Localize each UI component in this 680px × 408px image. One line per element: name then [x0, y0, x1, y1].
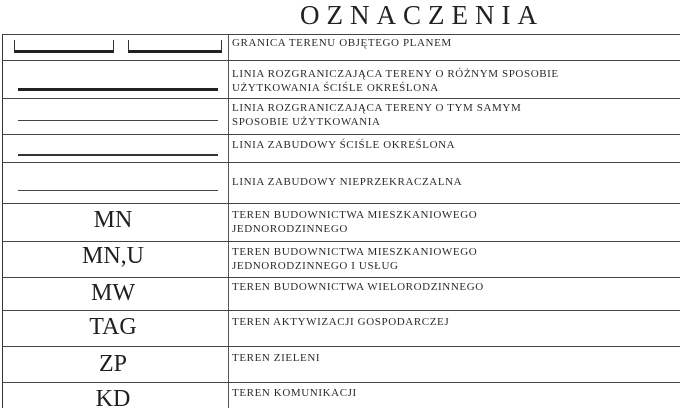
thick-line-symbol [2, 60, 228, 98]
boundary-segment [128, 40, 222, 53]
legend-row-boundary [0, 34, 680, 60]
zone-code: MW [91, 280, 135, 306]
max-building-line-symbol [2, 162, 228, 203]
thin-line-symbol [2, 98, 228, 134]
legend-row-zp [0, 346, 680, 382]
legend-description: LINIA ZABUDOWY ŚCIŚLE OKREŚLONA [232, 139, 456, 151]
legend-description: GRANICA TERENU OBJĘTEGO PLANEM [232, 37, 452, 49]
legend-description: TEREN BUDOWNICTWA WIELORODZINNEGO [232, 281, 484, 293]
boundary-segment [14, 40, 114, 53]
building-line-symbol [2, 134, 228, 162]
legend-description: TEREN KOMUNIKACJI [232, 387, 357, 399]
legend-row-building-line [0, 134, 680, 162]
legend-row-tag [0, 310, 680, 346]
legend-row-thick-line [0, 60, 680, 98]
legend-description: LINIA ROZGRANICZAJĄCA TERENY O RÓŻNYM SPOSOBIE UŻYTKOWANIA ŚCIŚLE OKREŚLONA [232, 68, 559, 94]
legend-description: TEREN ZIELENI [232, 352, 321, 364]
legend-row-max-building-line [0, 162, 680, 203]
building-line [18, 154, 218, 156]
max-building-line [18, 190, 218, 191]
zone-code: MN,U [81, 243, 144, 269]
zone-code: KD [95, 386, 131, 408]
thick-line [18, 88, 218, 91]
zone-code: ZP [98, 351, 127, 377]
zone-code: TAG [89, 314, 137, 340]
legend-row-mn-u [0, 241, 680, 277]
legend-description: LINIA ZABUDOWY NIEPRZEKRACZALNA [232, 176, 463, 188]
legend-row-thin-line [0, 98, 680, 134]
legend-description: TEREN BUDOWNICTWA MIESZKANIOWEGO JEDNORODZINNEGO [232, 209, 478, 235]
page-title: OZNACZENIA [300, 0, 544, 30]
legend-row-mw [0, 277, 680, 310]
zone-code: MN [93, 207, 133, 233]
legend-row-mn [0, 203, 680, 241]
boundary-symbol [2, 34, 228, 60]
legend-description: LINIA ROZGRANICZAJĄCA TERENY O TYM SAMYM SPOSOBIE UŻYTKOWANIA [232, 102, 522, 128]
legend-description: TEREN BUDOWNICTWA MIESZKANIOWEGO JEDNORODZINNEGO I USŁUG [232, 246, 478, 272]
thin-line [18, 120, 218, 121]
legend-row-kd [0, 382, 680, 408]
legend-description: TEREN AKTYWIZACJI GOSPODARCZEJ [232, 316, 450, 328]
